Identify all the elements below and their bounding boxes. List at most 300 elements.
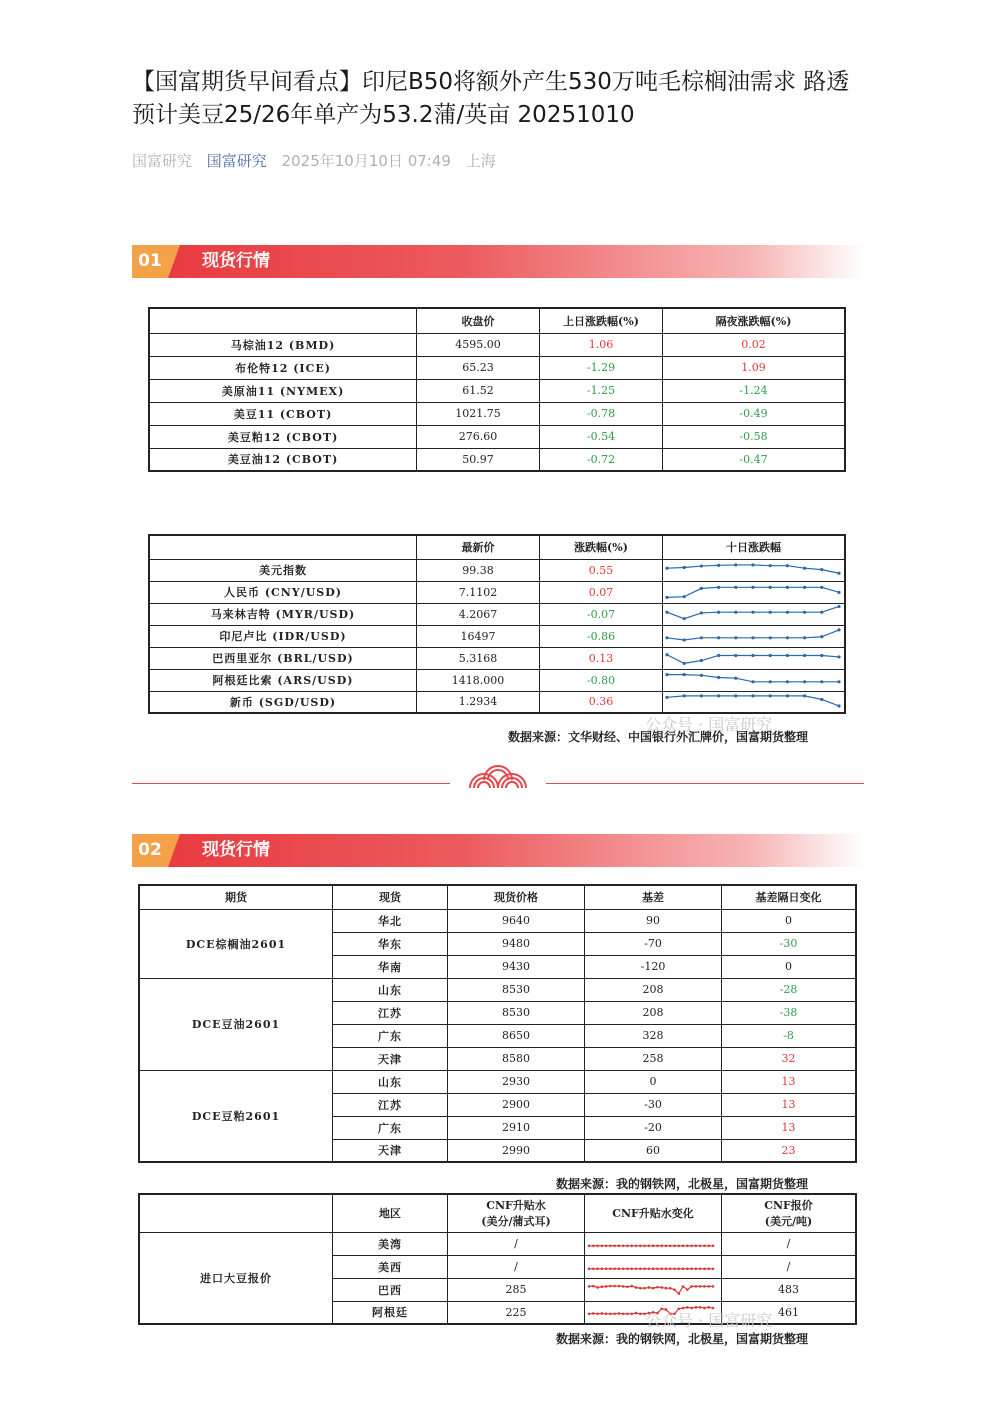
sparkline-point <box>734 611 737 614</box>
table-row <box>149 379 845 402</box>
change-pct: -0.86 <box>540 625 663 647</box>
cnf-quote: 461 <box>722 1301 857 1324</box>
sparkline-point <box>786 680 789 683</box>
sparkline-point <box>700 694 703 697</box>
spot-region: 华北 <box>333 909 448 932</box>
sparkline-point <box>734 694 737 697</box>
change-pct: 0.07 <box>540 581 663 603</box>
table-row <box>149 425 845 448</box>
table-row <box>149 448 845 471</box>
sparkline-point <box>588 1244 591 1247</box>
latest-price: 4.2067 <box>417 603 540 625</box>
spot-price: 9640 <box>448 909 585 932</box>
sparkline-point <box>682 1244 685 1247</box>
instrument-name: 马棕油12 (BMD) <box>149 333 417 356</box>
watermark: 公众号 · 国富研究 <box>645 715 773 734</box>
table-row <box>149 669 845 691</box>
sparkline-point <box>700 674 703 677</box>
sparkline-point <box>751 563 754 566</box>
col-header <box>149 535 417 559</box>
sparkline-point <box>717 676 720 679</box>
sparkline-point <box>751 680 754 683</box>
sparkline-point <box>596 1313 599 1316</box>
cnf-premium: 285 <box>448 1278 585 1301</box>
table-row <box>139 1070 856 1093</box>
sparkline-chart <box>663 605 843 623</box>
latest-price: 99.38 <box>417 559 540 581</box>
sparkline-point <box>660 1244 663 1247</box>
ten-day-trend <box>663 625 846 647</box>
sparkline-point <box>695 1244 698 1247</box>
import-group: 进口大豆报价 <box>139 1232 333 1324</box>
sparkline-point <box>592 1244 595 1247</box>
latest-price: 7.1102 <box>417 581 540 603</box>
night-change: 1.09 <box>663 356 846 379</box>
change-pct: 0.36 <box>540 691 663 713</box>
sparkline-point <box>588 1285 591 1288</box>
sparkline-point <box>601 1312 604 1315</box>
col-header: 隔夜涨跌幅(%) <box>663 308 846 333</box>
sparkline-point <box>769 694 772 697</box>
sparkline-point <box>596 1267 599 1270</box>
sparkline-point <box>622 1285 625 1288</box>
col-header <box>149 308 417 333</box>
latest-price: 16497 <box>417 625 540 647</box>
sparkline-point <box>601 1285 604 1288</box>
spot-price: 2900 <box>448 1093 585 1116</box>
col-header: 基差隔日变化 <box>722 885 857 909</box>
sparkline-point <box>639 1286 642 1289</box>
currency-name: 印尼卢比 (IDR/USD) <box>149 625 417 647</box>
spot-price: 8580 <box>448 1047 585 1070</box>
sparkline-point <box>592 1312 595 1315</box>
origin-region: 阿根廷 <box>333 1301 448 1324</box>
basis: -70 <box>585 932 722 955</box>
sparkline-point <box>707 1285 710 1288</box>
basis-change: 23 <box>722 1139 857 1162</box>
sparkline-point <box>683 595 686 598</box>
divider-line-left <box>132 783 450 784</box>
sparkline-point <box>613 1313 616 1316</box>
cloud-emblem-icon <box>466 762 530 790</box>
sparkline-point <box>820 568 823 571</box>
basis-change: -8 <box>722 1024 857 1047</box>
sparkline-point <box>769 654 772 657</box>
cnf-quote: / <box>722 1255 857 1278</box>
currency-name: 马来林吉特 (MYR/USD) <box>149 603 417 625</box>
origin-region: 巴西 <box>333 1278 448 1301</box>
cnf-premium: / <box>448 1232 585 1255</box>
sparkline-point <box>609 1313 612 1316</box>
sparkline-point <box>695 1285 698 1288</box>
spot-price: 2910 <box>448 1116 585 1139</box>
watermark: 公众号 · 国富研究 <box>645 1311 773 1330</box>
author: 国富研究 <box>132 152 193 170</box>
col-header: 期货 <box>139 885 333 909</box>
sparkline-point <box>601 1267 604 1270</box>
spot-price: 9480 <box>448 932 585 955</box>
sparkline-chart <box>585 1281 717 1299</box>
spot-region: 天津 <box>333 1139 448 1162</box>
night-change: -0.58 <box>663 425 846 448</box>
col-header: CNF升贴水变化 <box>585 1194 722 1232</box>
sparkline-point <box>683 638 686 641</box>
sparkline-point <box>665 636 668 639</box>
spot-price: 2930 <box>448 1070 585 1093</box>
sparkline-point <box>695 1267 698 1270</box>
col-header: 地区 <box>333 1194 448 1232</box>
sparkline-point <box>820 654 823 657</box>
day-change: -1.25 <box>540 379 663 402</box>
basis: 90 <box>585 909 722 932</box>
sparkline-point <box>717 694 720 697</box>
sparkline-point <box>609 1267 612 1270</box>
table-row <box>149 691 845 713</box>
sparkline-point <box>717 611 720 614</box>
sparkline-point <box>630 1267 633 1270</box>
sparkline-point <box>769 636 772 639</box>
section-title: 现货行情 <box>202 251 270 271</box>
basis-change: -30 <box>722 932 857 955</box>
table-row <box>149 647 845 669</box>
sparkline-point <box>717 654 720 657</box>
sparkline-point <box>665 611 668 614</box>
col-header: 现货 <box>333 885 448 909</box>
sparkline-line <box>589 1286 713 1294</box>
sparkline-point <box>820 698 823 701</box>
sparkline-point <box>588 1313 591 1316</box>
sparkline-point <box>665 653 668 656</box>
sparkline-point <box>626 1244 629 1247</box>
futures-contract: DCE豆粕2601 <box>139 1070 333 1162</box>
sparkline-point <box>643 1286 646 1289</box>
sparkline-point <box>682 1285 685 1288</box>
ten-day-trend <box>663 603 846 625</box>
origin-region: 美西 <box>333 1255 448 1278</box>
sparkline-point <box>639 1267 642 1270</box>
sparkline-point <box>665 596 668 599</box>
basis-change: -38 <box>722 1001 857 1024</box>
sparkline-point <box>677 1244 680 1247</box>
sparkline-point <box>652 1286 655 1289</box>
sparkline-point <box>769 611 772 614</box>
basis: 60 <box>585 1139 722 1162</box>
sparkline-chart <box>663 671 843 689</box>
sparkline-point <box>717 564 720 567</box>
sparkline-point <box>837 605 840 608</box>
col-header <box>139 1194 333 1232</box>
sparkline-point <box>635 1312 638 1315</box>
fx-rate-table <box>148 534 846 714</box>
spot-price: 2990 <box>448 1139 585 1162</box>
sparkline-chart <box>663 583 843 601</box>
cnf-premium: 225 <box>448 1301 585 1324</box>
currency-name: 阿根廷比索 (ARS/USD) <box>149 669 417 691</box>
table-row <box>139 909 856 932</box>
basis: 258 <box>585 1047 722 1070</box>
sparkline-point <box>786 654 789 657</box>
sparkline-point <box>635 1267 638 1270</box>
basis-change: 13 <box>722 1093 857 1116</box>
currency-name: 巴西里亚尔 (BRL/USD) <box>149 647 417 669</box>
spot-price: 8650 <box>448 1024 585 1047</box>
day-change: -1.29 <box>540 356 663 379</box>
sparkline-point <box>751 694 754 697</box>
sparkline-point <box>803 611 806 614</box>
ten-day-trend <box>663 581 846 603</box>
origin-region: 美湾 <box>333 1232 448 1255</box>
sparkline-point <box>665 1267 668 1270</box>
close-price: 61.52 <box>417 379 540 402</box>
spot-price: 9430 <box>448 955 585 978</box>
futures-price-table <box>148 307 846 472</box>
sparkline-point <box>618 1312 621 1315</box>
ten-day-trend <box>663 647 846 669</box>
col-header: 最新价 <box>417 535 540 559</box>
sparkline-point <box>639 1244 642 1247</box>
sparkline-point <box>703 1267 706 1270</box>
data-source-note: 数据来源：我的钢铁网，北极星，国富期货整理 <box>556 1332 809 1346</box>
sparkline-point <box>665 673 668 676</box>
sparkline-point <box>683 673 686 676</box>
sparkline-point <box>837 572 840 575</box>
day-change: -0.72 <box>540 448 663 471</box>
sparkline-point <box>712 1244 715 1247</box>
sparkline-point <box>648 1244 651 1247</box>
sparkline-chart <box>585 1235 717 1253</box>
sparkline-point <box>820 586 823 589</box>
sparkline-point <box>592 1284 595 1287</box>
section-number: 02 <box>132 834 168 867</box>
sparkline-point <box>686 1267 689 1270</box>
sparkline-point <box>613 1284 616 1287</box>
sparkline-point <box>712 1267 715 1270</box>
sparkline-point <box>786 564 789 567</box>
basis-change: 13 <box>722 1070 857 1093</box>
basis-change: 32 <box>722 1047 857 1070</box>
sparkline-point <box>769 680 772 683</box>
sparkline-point <box>613 1267 616 1270</box>
change-pct: 0.55 <box>540 559 663 581</box>
sparkline-point <box>703 1244 706 1247</box>
sparkline-point <box>690 1285 693 1288</box>
table-row <box>149 625 845 647</box>
sparkline-point <box>613 1244 616 1247</box>
basis: 0 <box>585 1070 722 1093</box>
close-price: 1021.75 <box>417 402 540 425</box>
currency-name: 新币 (SGD/USD) <box>149 691 417 713</box>
sparkline-point <box>683 566 686 569</box>
sparkline-point <box>630 1284 633 1287</box>
sparkline-point <box>686 1288 689 1291</box>
sparkline-point <box>803 694 806 697</box>
basis: -120 <box>585 955 722 978</box>
spot-region: 华东 <box>333 932 448 955</box>
cnf-premium: / <box>448 1255 585 1278</box>
table-row <box>149 559 845 581</box>
sparkline-chart <box>663 561 843 579</box>
sparkline-point <box>734 586 737 589</box>
divider-line-right <box>546 783 864 784</box>
sparkline-point <box>673 1267 676 1270</box>
table-row <box>149 581 845 603</box>
sparkline-point <box>630 1313 633 1316</box>
sparkline-point <box>682 1267 685 1270</box>
sparkline-chart <box>663 627 843 645</box>
table-row <box>149 333 845 356</box>
sparkline-point <box>652 1244 655 1247</box>
sparkline-point <box>717 586 720 589</box>
sparkline-point <box>639 1313 642 1316</box>
ten-day-trend <box>663 691 846 713</box>
sparkline-point <box>803 636 806 639</box>
sparkline-point <box>588 1267 591 1270</box>
change-pct: -0.80 <box>540 669 663 691</box>
close-price: 50.97 <box>417 448 540 471</box>
sparkline-point <box>751 654 754 657</box>
sparkline-point <box>605 1244 608 1247</box>
sparkline-point <box>673 1244 676 1247</box>
close-price: 276.60 <box>417 425 540 448</box>
sparkline-point <box>660 1286 663 1289</box>
sparkline-point <box>609 1244 612 1247</box>
sparkline-point <box>751 586 754 589</box>
basis-change: -28 <box>722 978 857 1001</box>
sparkline-point <box>677 1292 680 1295</box>
sparkline-point <box>622 1313 625 1316</box>
basis: -20 <box>585 1116 722 1139</box>
account-link[interactable]: 国富研究 <box>206 152 267 170</box>
sparkline-point <box>712 1285 715 1288</box>
sparkline-point <box>734 677 737 680</box>
sparkline-point <box>803 586 806 589</box>
sparkline-point <box>717 636 720 639</box>
sparkline-point <box>660 1267 663 1270</box>
sparkline-point <box>673 1288 676 1291</box>
sparkline-point <box>837 704 840 707</box>
basis: 328 <box>585 1024 722 1047</box>
sparkline-point <box>669 1244 672 1247</box>
sparkline-point <box>734 563 737 566</box>
sparkline-point <box>700 611 703 614</box>
sparkline-point <box>596 1244 599 1247</box>
spot-region: 华南 <box>333 955 448 978</box>
sparkline-chart <box>663 649 843 667</box>
sparkline-point <box>622 1267 625 1270</box>
sparkline-point <box>700 587 703 590</box>
night-change: 0.02 <box>663 333 846 356</box>
currency-name: 美元指数 <box>149 559 417 581</box>
section-banner-01 <box>132 245 864 278</box>
sparkline-point <box>601 1244 604 1247</box>
sparkline-point <box>803 680 806 683</box>
sparkline-point <box>751 611 754 614</box>
sparkline-point <box>605 1285 608 1288</box>
col-header: 十日涨跌幅 <box>663 535 846 559</box>
sparkline-point <box>656 1285 659 1288</box>
sparkline-point <box>690 1244 693 1247</box>
close-price: 4595.00 <box>417 333 540 356</box>
sparkline-point <box>635 1286 638 1289</box>
sparkline-point <box>618 1267 621 1270</box>
spot-region: 山东 <box>333 978 448 1001</box>
sparkline-point <box>837 628 840 631</box>
sparkline-point <box>751 636 754 639</box>
close-price: 65.23 <box>417 356 540 379</box>
ten-day-trend <box>663 669 846 691</box>
sparkline-point <box>700 564 703 567</box>
sparkline-point <box>699 1244 702 1247</box>
change-pct: 0.13 <box>540 647 663 669</box>
cnf-premium-trend <box>585 1232 722 1255</box>
night-change: -0.49 <box>663 402 846 425</box>
spot-price: 8530 <box>448 1001 585 1024</box>
instrument-name: 美豆粕12 (CBOT) <box>149 425 417 448</box>
sparkline-point <box>769 586 772 589</box>
section-banner-02 <box>132 834 864 867</box>
spot-region: 广东 <box>333 1024 448 1047</box>
sparkline-chart <box>585 1258 717 1276</box>
futures-contract: DCE豆油2601 <box>139 978 333 1070</box>
instrument-name: 美原油11 (NYMEX) <box>149 379 417 402</box>
sparkline-point <box>734 654 737 657</box>
sparkline-point <box>707 1267 710 1270</box>
basis-change: 0 <box>722 909 857 932</box>
sparkline-point <box>656 1244 659 1247</box>
basis-change: 0 <box>722 955 857 978</box>
data-source-note: 数据来源：文华财经、中国银行外汇牌价，国富期货整理 <box>508 730 809 744</box>
night-change: -0.47 <box>663 448 846 471</box>
spot-region: 广东 <box>333 1116 448 1139</box>
spot-region: 天津 <box>333 1047 448 1070</box>
sparkline-point <box>665 1244 668 1247</box>
sparkline-point <box>837 680 840 683</box>
latest-price: 1.2934 <box>417 691 540 713</box>
publish-location: 上海 <box>465 152 496 170</box>
cnf-premium-trend <box>585 1255 722 1278</box>
instrument-name: 美豆11 (CBOT) <box>149 402 417 425</box>
table-row <box>149 603 845 625</box>
sparkline-point <box>820 680 823 683</box>
spot-basis-table <box>138 884 857 1163</box>
currency-name: 人民币 (CNY/USD) <box>149 581 417 603</box>
section-number: 01 <box>132 245 168 278</box>
sparkline-point <box>683 694 686 697</box>
instrument-name: 布伦特12 (ICE) <box>149 356 417 379</box>
sparkline-point <box>803 654 806 657</box>
import-soybean-table <box>138 1193 857 1325</box>
latest-price: 1418.000 <box>417 669 540 691</box>
sparkline-point <box>648 1286 651 1289</box>
sparkline-point <box>699 1285 702 1288</box>
col-header: 上日涨跌幅(%) <box>540 308 663 333</box>
sparkline-point <box>656 1267 659 1270</box>
sparkline-point <box>635 1244 638 1247</box>
cnf-quote: / <box>722 1232 857 1255</box>
sparkline-point <box>618 1244 621 1247</box>
sparkline-point <box>786 611 789 614</box>
sparkline-point <box>690 1267 693 1270</box>
section-title: 现货行情 <box>202 840 270 860</box>
sparkline-point <box>648 1267 651 1270</box>
instrument-name: 美豆油12 (CBOT) <box>149 448 417 471</box>
spot-price: 8530 <box>448 978 585 1001</box>
col-header: CNF报价 (美元/吨) <box>722 1194 857 1232</box>
day-change: -0.54 <box>540 425 663 448</box>
sparkline-point <box>626 1285 629 1288</box>
sparkline-point <box>837 591 840 594</box>
spot-region: 江苏 <box>333 1093 448 1116</box>
